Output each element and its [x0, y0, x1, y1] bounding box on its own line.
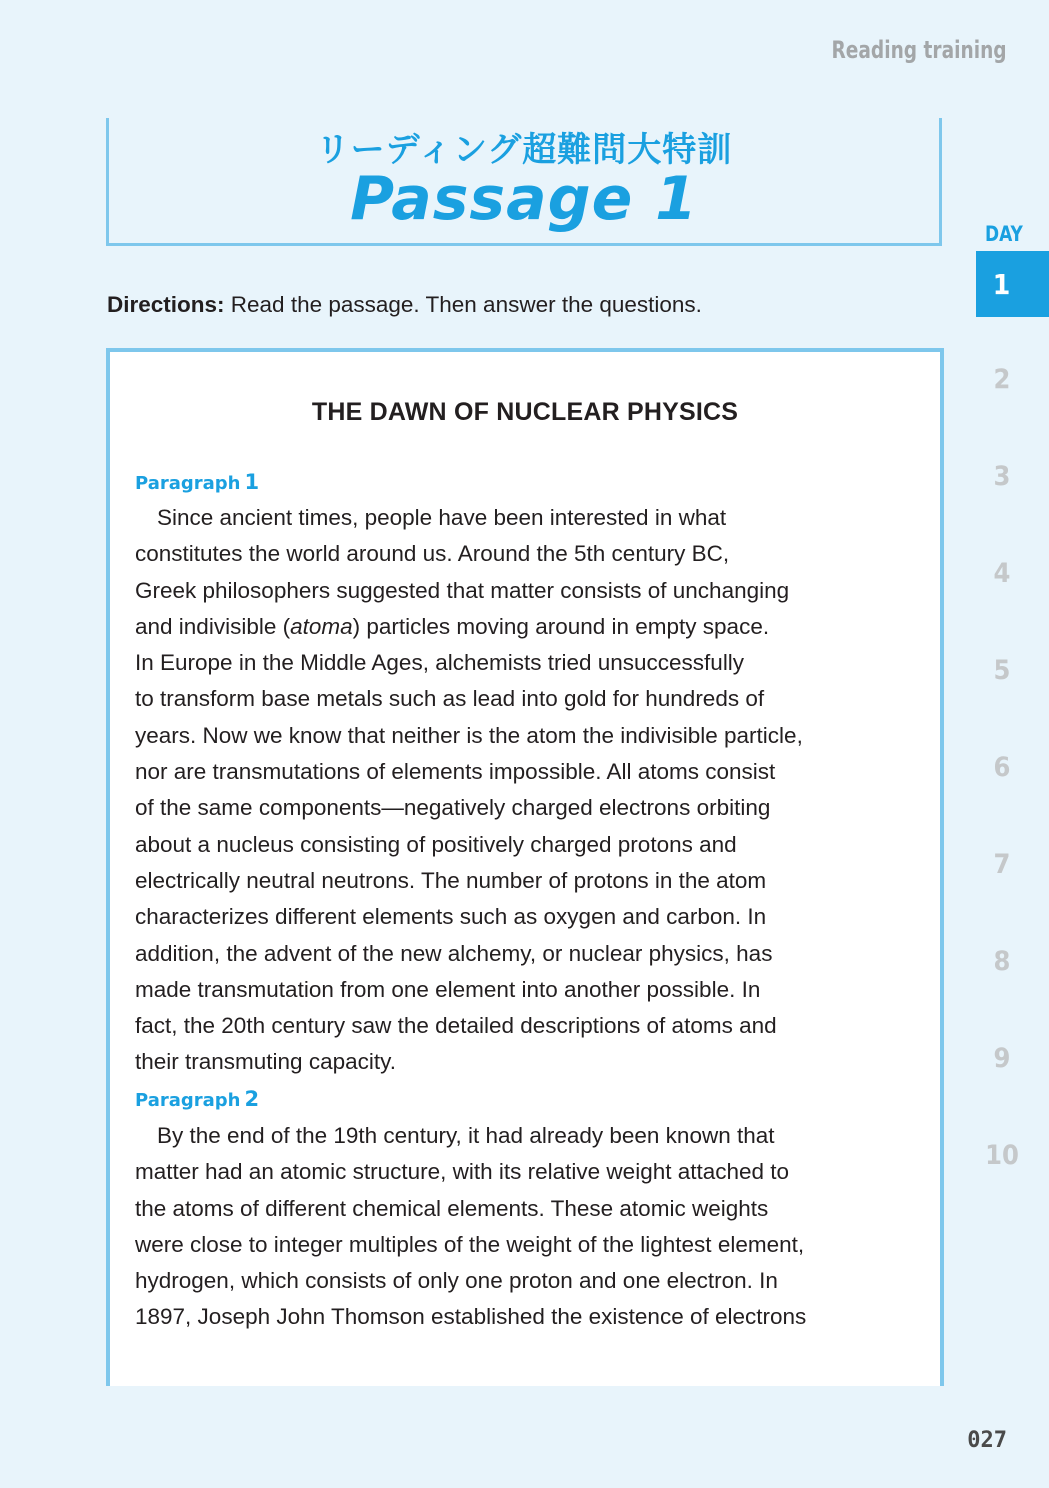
directions-text: Read the passage. Then answer the questions. — [224, 292, 702, 317]
paragraph-2-label — [135, 1087, 259, 1111]
italic-term: atoma — [290, 613, 353, 639]
passage-title-heading: Passage 1 — [350, 164, 698, 234]
text-line: the atoms of different chemical elements. These atomic weights — [135, 1195, 769, 1221]
text-line: By the end of the 19th century, it had already been known that — [157, 1123, 775, 1148]
day-tab-3[interactable]: 3 — [993, 461, 1011, 492]
text-line: addition, the advent of the new alchemy, or nuclear physics, has — [135, 940, 773, 966]
text-segment: and indivisible ( — [135, 613, 291, 639]
day-tab-5[interactable]: 5 — [993, 655, 1011, 686]
text-line: about a nucleus consisting of positively charged protons and — [135, 831, 737, 857]
text-line: Greek philosophers suggested that matter consists of unchanging — [135, 577, 790, 603]
text-line: to transform base metals such as lead into gold for hundreds of — [135, 686, 765, 712]
paragraph-number: 2 — [244, 1087, 260, 1111]
day-tab-4[interactable]: 4 — [993, 558, 1011, 589]
day-tab-7[interactable]: 7 — [993, 849, 1011, 880]
paragraph-1-label — [135, 470, 259, 494]
text-line — [135, 609, 925, 645]
text-line: constitutes the world around us. Around the 5th century BC, — [135, 541, 730, 567]
text-line: 1897, Joseph John Thomson established the existence of electrons — [135, 1304, 807, 1330]
day-tab-1[interactable]: 1 — [976, 251, 1049, 317]
text-line: of the same components—negatively charged electrons orbiting — [135, 795, 771, 821]
day-tab-6[interactable]: 6 — [993, 752, 1011, 783]
text-line: made transmutation from one element into another possible. In — [135, 976, 761, 1002]
paragraph-label-text: Paragraph — [135, 473, 241, 494]
paragraph-2-text — [135, 1118, 925, 1336]
paragraph-label-text: Paragraph — [135, 1090, 241, 1111]
text-line: Since ancient times, people have been interested in what — [157, 505, 727, 530]
directions-label: Directions: — [107, 292, 225, 317]
title-box — [106, 118, 942, 246]
paragraph-1-text — [135, 500, 925, 1081]
passage-box — [106, 348, 944, 1386]
day-tab-8[interactable]: 8 — [993, 946, 1011, 977]
passage-title: THE DAWN OF NUCLEAR PHYSICS — [311, 398, 739, 426]
section-label: Reading training — [831, 36, 1007, 64]
text-line: were close to integer multiples of the weight of the lightest element, — [135, 1231, 805, 1257]
day-tab-10[interactable]: 10 — [985, 1140, 1019, 1171]
day-tab-9[interactable]: 9 — [993, 1043, 1011, 1074]
text-line: hydrogen, which consists of only one proton and one electron. In — [135, 1268, 778, 1294]
day-label: DAY — [985, 222, 1023, 246]
paragraph-number: 1 — [244, 470, 260, 494]
directions — [107, 292, 702, 318]
text-line: fact, the 20th century saw the detailed descriptions of atoms and — [135, 1013, 777, 1039]
day-tab-2[interactable]: 2 — [993, 364, 1011, 395]
page-number: 027 — [967, 1428, 1007, 1453]
text-line: their transmuting capacity. — [135, 1049, 396, 1075]
text-line: nor are transmutations of elements impossible. All atoms consist — [135, 759, 776, 785]
text-line: characterizes different elements such as oxygen and carbon. In — [135, 904, 767, 930]
title-japanese: リーディング超難問大特訓 — [315, 130, 733, 170]
text-line: matter had an atomic structure, with its relative weight attached to — [135, 1159, 790, 1185]
text-segment: ) particles moving around in empty space. — [352, 613, 770, 639]
text-line: electrically neutral neutrons. The number of protons in the atom — [135, 867, 767, 893]
text-line: In Europe in the Middle Ages, alchemists tried unsuccessfully — [135, 650, 745, 676]
text-line: years. Now we know that neither is the atom the indivisible particle, — [135, 722, 803, 748]
